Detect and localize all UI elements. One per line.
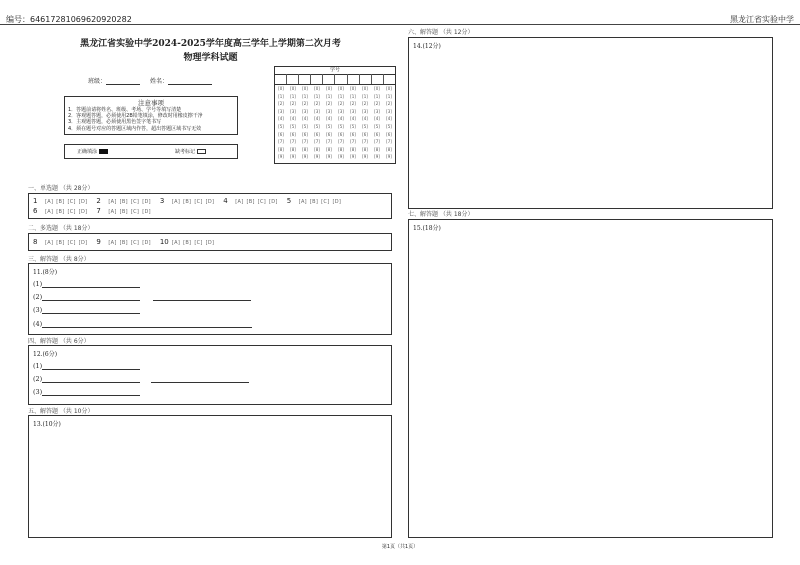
student-id-bubble[interactable]: [3] — [374, 108, 380, 114]
option-bubble[interactable]: [D] — [205, 199, 215, 205]
student-id-bubble[interactable]: [6] — [314, 131, 320, 137]
question-number: 4 — [223, 197, 228, 205]
exam-code: 编号：64617281069620920282 — [6, 15, 132, 24]
student-id-bubble[interactable]: [3] — [314, 108, 320, 114]
q12-part2[interactable]: (2) — [33, 374, 249, 383]
class-field[interactable] — [88, 76, 140, 85]
student-id-label: 学号 — [275, 67, 395, 75]
student-id-bubbles — [275, 85, 395, 161]
student-id-digit-box[interactable] — [311, 74, 323, 84]
student-id-bubble[interactable]: [6] — [386, 131, 392, 137]
student-id-bubble[interactable]: [9] — [386, 154, 392, 160]
absent-mark-checkbox[interactable] — [197, 149, 206, 154]
section5-label: 五、解答题 （共 10分） — [28, 408, 94, 415]
notice-item: 2．客观题答题，必须使用2B铅笔填涂，修改时用橡皮擦干净 — [68, 112, 203, 119]
student-id-bubble[interactable]: [7] — [350, 139, 356, 145]
option-bubble[interactable]: [D] — [269, 199, 278, 205]
question-group — [33, 197, 90, 205]
option-bubble[interactable]: [D] — [205, 240, 215, 246]
student-id-bubble[interactable]: [8] — [386, 146, 392, 152]
student-id-bubble[interactable]: [3] — [278, 108, 284, 114]
class-blank[interactable] — [106, 76, 140, 85]
notice-box — [64, 96, 238, 135]
option-bubble[interactable]: [A] — [108, 209, 117, 215]
student-id-bubble[interactable]: [5] — [350, 123, 356, 129]
student-id-digit-box[interactable] — [275, 74, 287, 84]
student-id-digit-box[interactable] — [384, 74, 395, 84]
student-id-bubble[interactable]: [8] — [314, 146, 320, 152]
student-id-bubble[interactable]: [0] — [362, 86, 368, 91]
question-group — [33, 238, 90, 246]
student-id-bubble[interactable]: [8] — [374, 146, 380, 152]
question-group — [223, 197, 280, 205]
option-bubble[interactable]: [C] — [257, 199, 267, 205]
student-id-bubble[interactable]: [7] — [374, 139, 380, 145]
question-number: 10 — [159, 238, 169, 246]
student-id-bubble[interactable]: [0] — [326, 86, 332, 91]
student-id-column — [311, 85, 323, 161]
option-bubble[interactable]: [C] — [67, 240, 76, 246]
section6-label: 六、解答题 （共 12分） — [408, 29, 474, 36]
option-bubble[interactable]: [D] — [78, 240, 88, 246]
student-id-column — [335, 85, 347, 161]
student-id-bubble[interactable]: [9] — [314, 154, 320, 160]
q12-head: 12.(6分) — [33, 351, 58, 358]
q11-answer-box[interactable] — [28, 263, 392, 335]
student-id-column — [347, 85, 359, 161]
question-group — [33, 207, 90, 215]
student-id-bubble[interactable]: [7] — [326, 139, 332, 145]
student-id-bubble[interactable]: [9] — [374, 154, 380, 160]
student-id-bubble[interactable]: [5] — [278, 123, 284, 129]
question-group — [96, 197, 153, 205]
question-number: 8 — [33, 238, 38, 246]
student-id-bubble[interactable]: [9] — [326, 154, 332, 160]
student-id-bubble[interactable]: [7] — [302, 139, 308, 145]
question-number: 5 — [286, 197, 292, 205]
question-group — [287, 197, 344, 205]
option-bubble[interactable]: [B] — [183, 199, 192, 205]
student-id-bubble[interactable]: [1] — [314, 93, 320, 99]
student-id-bubble[interactable]: [3] — [290, 108, 296, 114]
option-bubble[interactable]: [A] — [108, 199, 117, 205]
option-bubble[interactable]: [A] — [171, 240, 181, 246]
student-id-digit-box[interactable] — [372, 74, 384, 84]
option-bubble[interactable]: [A] — [45, 199, 54, 205]
notice-title: 注意事项 — [138, 98, 164, 107]
student-id-bubble[interactable]: [4] — [350, 116, 356, 122]
filled-label: 正确填涂 — [77, 149, 98, 155]
question-number: 7 — [96, 207, 101, 215]
q11-part3[interactable]: (3) — [33, 305, 140, 314]
q15-answer-box[interactable] — [408, 219, 773, 538]
student-id-bubble[interactable]: [1] — [374, 93, 380, 99]
student-id-bubble[interactable]: [8] — [338, 146, 344, 152]
student-id-bubble[interactable]: [3] — [350, 108, 356, 114]
student-id-digit-box[interactable] — [348, 74, 360, 84]
student-id-bubble[interactable]: [1] — [302, 93, 308, 99]
name-field[interactable] — [150, 76, 212, 85]
option-bubble[interactable]: [A] — [45, 209, 54, 215]
student-id-bubble[interactable]: [6] — [290, 131, 296, 137]
student-id-bubble[interactable]: [4] — [374, 116, 380, 122]
student-id-bubble[interactable]: [0] — [278, 86, 284, 91]
student-id-bubble[interactable]: [3] — [302, 108, 308, 114]
student-id-bubble[interactable]: [5] — [290, 123, 296, 129]
student-id-bubble[interactable]: [5] — [326, 123, 332, 129]
student-id-bubble[interactable]: [3] — [362, 108, 368, 114]
q11-part2[interactable]: (2) — [33, 292, 251, 301]
student-id-digit-box[interactable] — [335, 74, 347, 84]
student-id-bubble[interactable]: [5] — [386, 123, 392, 129]
section3-label: 三、解答题 （共 8分） — [28, 256, 90, 263]
student-id-digit-box[interactable] — [323, 74, 335, 84]
student-id-bubble[interactable]: [4] — [362, 116, 368, 122]
student-id-bubble[interactable]: [9] — [338, 154, 344, 160]
student-id-bubble[interactable]: [6] — [362, 131, 368, 137]
option-bubble[interactable]: [C] — [321, 199, 330, 205]
question-number: 3 — [159, 197, 165, 205]
student-id-bubble[interactable]: [4] — [314, 116, 320, 122]
student-id-column — [275, 85, 287, 161]
student-id-bubble[interactable]: [3] — [338, 108, 344, 114]
option-bubble[interactable]: [A] — [108, 240, 117, 246]
q12-answer-box[interactable] — [28, 345, 392, 405]
option-bubble[interactable]: [B] — [119, 209, 128, 215]
class-label: 班级： — [88, 78, 107, 85]
exam-title: 黑龙江省实验中学2024-2025学年度高三学年上学期第二次月考 — [80, 39, 341, 49]
notice-item: 1．答题前请将姓名、班级、考场、学号等填写清楚 — [68, 106, 182, 113]
q11-part1[interactable]: (1) — [33, 279, 140, 288]
student-id-bubble[interactable]: [2] — [314, 101, 320, 107]
q11-head: 11.(8分) — [33, 269, 58, 276]
option-bubble[interactable]: [B] — [119, 240, 128, 246]
option-bubble[interactable]: [B] — [183, 240, 192, 246]
option-bubble[interactable]: [B] — [56, 209, 65, 215]
student-id-column — [287, 85, 299, 161]
student-id-bubble[interactable]: [2] — [374, 101, 380, 107]
option-bubble[interactable]: [D] — [142, 209, 151, 215]
student-id-bubble[interactable]: [8] — [362, 146, 368, 152]
student-id-column — [383, 85, 395, 161]
student-id-bubble[interactable]: [0] — [302, 86, 308, 91]
student-id-bubble[interactable]: [2] — [386, 101, 392, 107]
student-id-digit-box[interactable] — [299, 74, 311, 84]
student-id-bubble[interactable]: [3] — [386, 108, 392, 114]
section-multi-choice-label: 二、多选题 （共 18分） — [28, 225, 94, 232]
student-id-bubble[interactable]: [8] — [302, 146, 308, 152]
option-bubble[interactable]: [A] — [298, 199, 307, 205]
option-bubble[interactable]: [A] — [235, 199, 244, 205]
header-rule — [0, 24, 800, 25]
student-id-bubble[interactable]: [0] — [290, 86, 296, 91]
student-id-bubble[interactable]: [1] — [278, 93, 284, 99]
notice-item: 3．主观题答题，必须使用黑色签字笔书写 — [68, 119, 162, 126]
q13-answer-box[interactable] — [28, 415, 392, 538]
q13-head: 13.(10分) — [33, 421, 61, 428]
student-id-bubble[interactable]: [6] — [338, 131, 344, 137]
student-id-bubble[interactable]: [0] — [314, 86, 320, 91]
student-id-bubble[interactable]: [4] — [302, 116, 308, 122]
option-bubble[interactable]: [A] — [45, 240, 54, 246]
option-bubble[interactable]: [B] — [309, 199, 319, 205]
section-single-choice-label: 一、单选题 （共 28分） — [28, 185, 94, 192]
student-id-bubble[interactable]: [9] — [290, 154, 296, 160]
student-id-column — [323, 85, 335, 161]
student-id-bubble[interactable]: [7] — [290, 139, 296, 145]
student-id-bubble[interactable]: [6] — [350, 131, 356, 137]
single-choice-box — [28, 193, 392, 219]
student-id-bubble[interactable]: [2] — [302, 101, 308, 107]
question-number: 9 — [96, 238, 101, 246]
student-id-bubble[interactable]: [1] — [386, 93, 392, 99]
student-id-bubble[interactable]: [2] — [350, 101, 356, 107]
question-number: 6 — [33, 207, 38, 215]
student-id-bubble[interactable]: [2] — [338, 101, 344, 107]
student-id-bubble[interactable]: [8] — [350, 146, 356, 152]
student-id-bubble[interactable]: [1] — [290, 93, 296, 99]
q14-answer-box[interactable] — [408, 37, 773, 209]
student-id-bubble[interactable]: [5] — [362, 123, 368, 129]
section4-label: 四、解答题 （共 6分） — [28, 338, 90, 345]
option-bubble[interactable]: [A] — [171, 199, 181, 205]
student-id-bubble[interactable]: [8] — [290, 146, 296, 152]
option-bubble[interactable]: [B] — [119, 199, 128, 205]
student-id-bubble[interactable]: [6] — [302, 131, 308, 137]
student-id-bubble[interactable]: [4] — [338, 116, 344, 122]
school-name-header: 黑龙江省实验中学 — [730, 15, 794, 24]
student-id-bubble[interactable]: [3] — [326, 108, 332, 114]
student-id-bubble[interactable]: [0] — [338, 86, 344, 91]
name-label: 姓名： — [150, 78, 169, 85]
student-id-bubble[interactable]: [2] — [362, 101, 368, 107]
multi-choice-row — [33, 238, 223, 246]
multi-choice-box — [28, 233, 392, 251]
student-id-bubble[interactable]: [9] — [302, 154, 308, 160]
option-bubble[interactable]: [C] — [67, 209, 76, 215]
student-id-bubble[interactable]: [5] — [314, 123, 320, 129]
student-id-write-row — [275, 74, 395, 85]
student-id-bubble[interactable]: [7] — [314, 139, 320, 145]
student-id-bubble[interactable]: [1] — [362, 93, 368, 99]
student-id-bubble[interactable]: [7] — [362, 139, 368, 145]
student-id-column — [299, 85, 311, 161]
section7-label: 七、解答题 （共 18分） — [408, 211, 474, 218]
q15-head: 15.(18分) — [413, 225, 441, 232]
filled-mark-sample — [99, 149, 108, 154]
student-id-bubble[interactable]: [7] — [278, 139, 284, 145]
student-id-bubble[interactable]: [1] — [326, 93, 332, 99]
option-bubble[interactable]: [B] — [56, 199, 65, 205]
student-id-bubble[interactable]: [4] — [278, 116, 284, 122]
student-id-column — [371, 85, 383, 161]
option-bubble[interactable]: [B] — [56, 240, 65, 246]
option-bubble[interactable]: [C] — [194, 240, 203, 246]
option-bubble[interactable]: [C] — [130, 199, 140, 205]
page-footer: 第1页（共1页） — [381, 544, 419, 550]
student-id-bubble[interactable]: [2] — [290, 101, 296, 107]
notice-item: 4．须在题号对应的答题区域内作答，超出答题区域书写无效 — [68, 125, 202, 132]
single-choice-row — [33, 207, 160, 215]
student-id-grid — [274, 66, 396, 164]
name-blank[interactable] — [168, 76, 212, 85]
q11-part4[interactable]: (4) — [33, 319, 252, 328]
option-bubble[interactable]: [D] — [332, 199, 342, 205]
student-id-bubble[interactable]: [8] — [326, 146, 332, 152]
question-group — [160, 197, 217, 205]
student-id-bubble[interactable]: [9] — [278, 154, 284, 160]
student-id-bubble[interactable]: [5] — [374, 123, 380, 129]
student-id-bubble[interactable]: [6] — [278, 131, 284, 137]
single-choice-row — [33, 197, 350, 205]
student-id-digit-box[interactable] — [360, 74, 372, 84]
question-group — [96, 238, 153, 246]
option-bubble[interactable]: [D] — [78, 209, 88, 215]
student-id-bubble[interactable]: [6] — [374, 131, 380, 137]
student-id-bubble[interactable]: [1] — [350, 93, 356, 99]
student-id-bubble[interactable]: [2] — [326, 101, 332, 107]
student-id-bubble[interactable]: [4] — [326, 116, 332, 122]
question-group — [160, 238, 217, 246]
student-id-bubble[interactable]: [9] — [362, 154, 368, 160]
exam-subtitle: 物理学科试题 — [183, 53, 238, 63]
q14-head: 14.(12分) — [413, 43, 441, 50]
student-id-column — [359, 85, 371, 161]
q12-part1[interactable]: (1) — [33, 361, 140, 370]
option-bubble[interactable]: [C] — [67, 199, 76, 205]
student-id-bubble[interactable]: [0] — [386, 86, 392, 91]
student-id-bubble[interactable]: [5] — [338, 123, 344, 129]
student-id-bubble[interactable]: [9] — [350, 154, 356, 160]
student-id-bubble[interactable]: [7] — [386, 139, 392, 145]
option-bubble[interactable]: [C] — [130, 209, 140, 215]
absent-label: 缺考标记 — [175, 149, 196, 155]
student-id-bubble[interactable]: [6] — [326, 131, 332, 137]
student-id-bubble[interactable]: [0] — [374, 86, 380, 91]
student-id-bubble[interactable]: [4] — [386, 116, 392, 122]
fill-legend — [64, 144, 238, 159]
student-id-bubble[interactable]: [2] — [278, 101, 284, 107]
student-id-bubble[interactable]: [8] — [278, 146, 284, 152]
student-id-bubble[interactable]: [5] — [302, 123, 308, 129]
student-id-digit-box[interactable] — [287, 74, 299, 84]
option-bubble[interactable]: [C] — [194, 199, 203, 205]
student-id-bubble[interactable]: [1] — [338, 93, 344, 99]
option-bubble[interactable]: [C] — [130, 240, 140, 246]
q12-part3[interactable]: (3) — [33, 387, 140, 396]
option-bubble[interactable]: [D] — [142, 199, 151, 205]
question-group — [96, 207, 153, 215]
option-bubble[interactable]: [B] — [246, 199, 255, 205]
student-id-bubble[interactable]: [7] — [338, 139, 344, 145]
student-id-bubble[interactable]: [0] — [350, 86, 356, 91]
question-number: 2 — [96, 197, 101, 205]
question-number: 1 — [33, 197, 38, 205]
option-bubble[interactable]: [D] — [142, 240, 151, 246]
option-bubble[interactable]: [D] — [78, 199, 88, 205]
student-id-bubble[interactable]: [4] — [290, 116, 296, 122]
